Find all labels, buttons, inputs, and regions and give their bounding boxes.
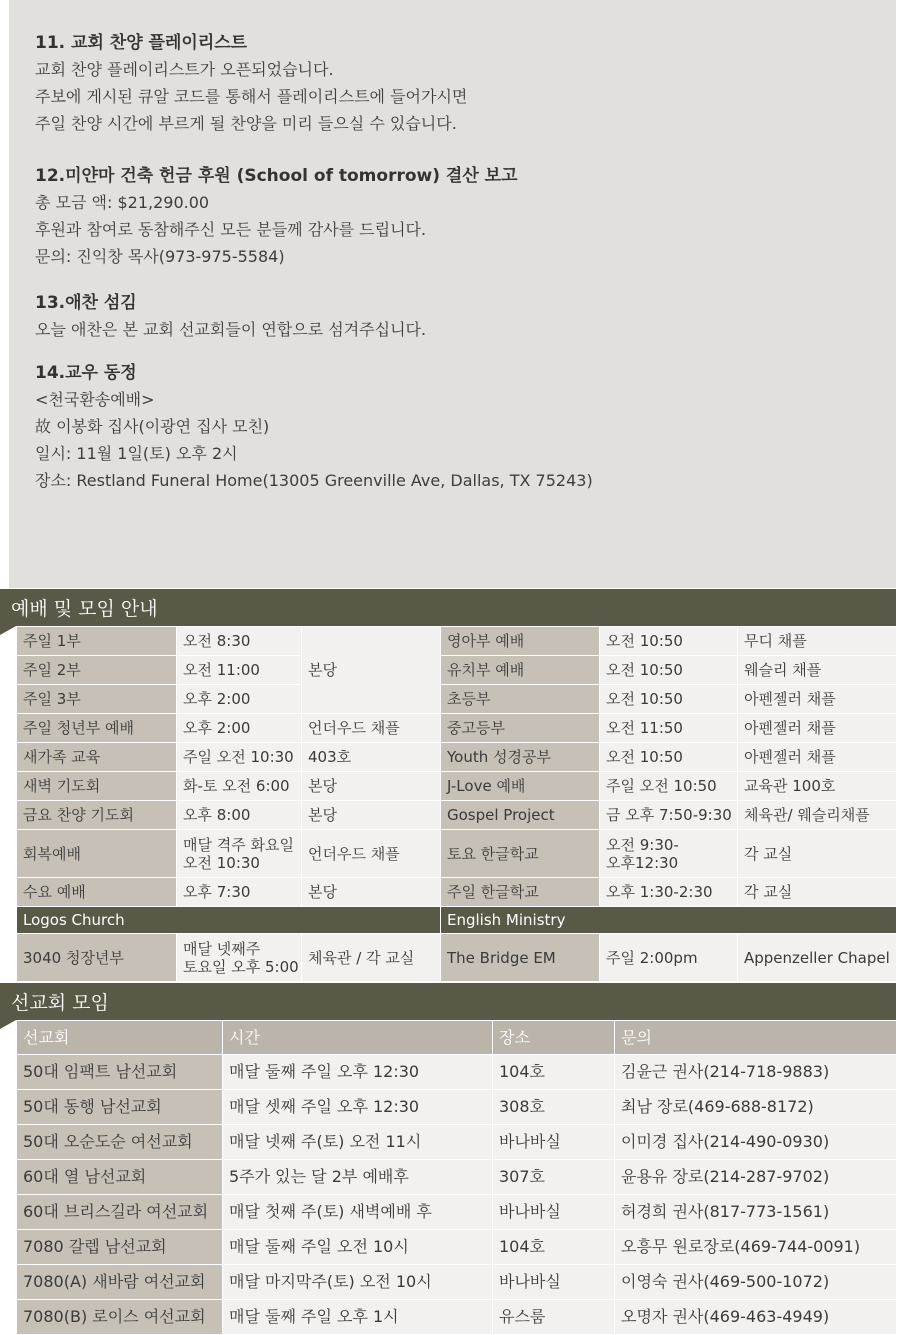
notice-line: 총 모금 액: $21,290.00 bbox=[35, 193, 210, 212]
column-header: 선교회 bbox=[17, 1021, 223, 1055]
table-row bbox=[17, 1055, 897, 1090]
service-time-line: 매달 격주 화요일 bbox=[183, 835, 294, 854]
service-time-line: 오전 9:30- bbox=[606, 835, 679, 854]
service-place: 언더우드 채플 bbox=[302, 714, 441, 743]
column-header: 문의 bbox=[615, 1021, 897, 1055]
mission-name: 50대 임팩트 남선교회 bbox=[17, 1055, 223, 1090]
service-place: 무디 채플 bbox=[738, 627, 897, 656]
service-place: 본당 bbox=[302, 772, 441, 801]
service-name: Gospel Project bbox=[441, 801, 600, 830]
table-row bbox=[17, 801, 897, 830]
service-place: 교육관 100호 bbox=[738, 772, 897, 801]
mission-meetings-table bbox=[16, 1020, 897, 1335]
service-time: 금 오후 7:50-9:30 bbox=[600, 801, 738, 830]
service-place: 각 교실 bbox=[738, 830, 897, 878]
service-time-line: 오후12:30 bbox=[606, 853, 679, 872]
worship-schedule-table bbox=[16, 626, 897, 982]
service-name: The Bridge EM bbox=[441, 934, 600, 982]
table-row bbox=[17, 934, 897, 982]
notice-line: 후원과 참여로 동참해주신 모든 분들께 감사를 드립니다. bbox=[35, 220, 427, 239]
notice-line: 주보에 게시된 큐알 코드를 통해서 플레이리스트에 들어가시면 bbox=[35, 87, 468, 106]
notice-line: <천국환송예배> bbox=[35, 390, 155, 409]
mission-time: 매달 둘째 주일 오전 10시 bbox=[223, 1230, 493, 1265]
mission-place: 유스룸 bbox=[493, 1300, 615, 1335]
table-row bbox=[17, 1230, 897, 1265]
service-time: 주일 오전 10:50 bbox=[600, 772, 738, 801]
notice-line: 문의: 진익창 목사(973-975-5584) bbox=[35, 247, 285, 266]
mission-name: 7080 갈렙 남선교회 bbox=[17, 1230, 223, 1265]
notice-heading: 13.애찬 섬김 bbox=[35, 293, 137, 313]
notice-line: 오늘 애찬은 본 교회 선교회들이 연합으로 섬겨주십니다. bbox=[35, 320, 427, 339]
service-name: Youth 성경공부 bbox=[441, 743, 600, 772]
service-time: 오전 11:00 bbox=[177, 656, 302, 685]
service-place: 본당 bbox=[302, 878, 441, 907]
service-time: 오후 1:30-2:30 bbox=[600, 878, 738, 907]
column-header: 시간 bbox=[223, 1021, 493, 1055]
service-time-line: 오전 10:30 bbox=[183, 853, 260, 872]
table-row bbox=[17, 1265, 897, 1300]
mission-time: 5주가 있는 달 2부 예배후 bbox=[223, 1160, 493, 1195]
mission-time: 매달 둘째 주일 오후 12:30 bbox=[223, 1055, 493, 1090]
service-time: 화-토 오전 6:00 bbox=[177, 772, 302, 801]
service-place: 언더우드 채플 bbox=[302, 830, 441, 878]
service-time: 오전 10:50 bbox=[600, 627, 738, 656]
service-place: 본당 bbox=[302, 627, 441, 714]
service-place: 403호 bbox=[302, 743, 441, 772]
service-name: 수요 예배 bbox=[17, 878, 177, 907]
service-place: 각 교실 bbox=[738, 878, 897, 907]
mission-section-title: 선교회 모임 bbox=[0, 983, 896, 1020]
mission-contact: 오명자 권사(469-463-4949) bbox=[615, 1300, 897, 1335]
notice-line: 교회 찬양 플레이리스트가 오픈되었습니다. bbox=[35, 60, 334, 79]
mission-place: 바나바실 bbox=[493, 1125, 615, 1160]
notice-line: 故 이봉화 집사(이광연 집사 모친) bbox=[35, 417, 270, 436]
mission-time: 매달 둘째 주일 오후 1시 bbox=[223, 1300, 493, 1335]
mission-place: 바나바실 bbox=[493, 1265, 615, 1300]
service-place: 웨슬리 채플 bbox=[738, 656, 897, 685]
mission-contact: 허경희 권사(817-773-1561) bbox=[615, 1195, 897, 1230]
mission-place: 307호 bbox=[493, 1160, 615, 1195]
service-name: J-Love 예배 bbox=[441, 772, 600, 801]
service-place: Appenzeller Chapel bbox=[738, 934, 897, 982]
mission-contact: 김윤근 권사(214-718-9883) bbox=[615, 1055, 897, 1090]
table-row bbox=[17, 830, 897, 878]
table-row bbox=[17, 656, 897, 685]
table-row bbox=[17, 878, 897, 907]
service-place: 아펜젤러 채플 bbox=[738, 743, 897, 772]
mission-name: 7080(B) 로이스 여선교회 bbox=[17, 1300, 223, 1335]
worship-title-tab bbox=[0, 626, 16, 635]
service-place: 체육관 / 각 교실 bbox=[302, 934, 441, 982]
table-row bbox=[17, 714, 897, 743]
mission-time: 매달 넷째 주(토) 오전 11시 bbox=[223, 1125, 493, 1160]
worship-section-title: 예배 및 모임 안내 bbox=[0, 589, 896, 626]
service-name: 주일 1부 bbox=[17, 627, 177, 656]
mission-place: 104호 bbox=[493, 1230, 615, 1265]
mission-name: 7080(A) 새바람 여선교회 bbox=[17, 1265, 223, 1300]
service-name: 주일 2부 bbox=[17, 656, 177, 685]
mission-contact: 이미경 집사(214-490-0930) bbox=[615, 1125, 897, 1160]
service-time: 오후 7:30 bbox=[177, 878, 302, 907]
service-name: 회복예배 bbox=[17, 830, 177, 878]
service-time: 오후 2:00 bbox=[177, 685, 302, 714]
logos-church-label: Logos Church bbox=[17, 907, 441, 934]
mission-contact: 이영숙 권사(469-500-1072) bbox=[615, 1265, 897, 1300]
service-name: 토요 한글학교 bbox=[441, 830, 600, 878]
table-subheader-row bbox=[17, 907, 897, 934]
mission-name: 50대 동행 남선교회 bbox=[17, 1090, 223, 1125]
notice-fellowship-meal bbox=[35, 290, 426, 343]
service-time bbox=[177, 934, 302, 982]
mission-contact: 윤용유 장로(214-287-9702) bbox=[615, 1160, 897, 1195]
service-time: 오전 8:30 bbox=[177, 627, 302, 656]
service-name: 주일 3부 bbox=[17, 685, 177, 714]
service-place: 아펜젤러 채플 bbox=[738, 714, 897, 743]
service-name: 3040 청장년부 bbox=[17, 934, 177, 982]
service-name: 초등부 bbox=[441, 685, 600, 714]
notice-line: 주일 찬양 시간에 부르게 될 찬양을 미리 들으실 수 있습니다. bbox=[35, 114, 457, 133]
table-row bbox=[17, 1195, 897, 1230]
mission-time: 매달 셋째 주일 오후 12:30 bbox=[223, 1090, 493, 1125]
table-row bbox=[17, 685, 897, 714]
mission-contact: 최남 장로(469-688-8172) bbox=[615, 1090, 897, 1125]
column-header: 장소 bbox=[493, 1021, 615, 1055]
service-time: 오후 8:00 bbox=[177, 801, 302, 830]
service-time: 주일 오전 10:30 bbox=[177, 743, 302, 772]
table-row bbox=[17, 1160, 897, 1195]
mission-title-tab bbox=[0, 1020, 16, 1029]
service-name: 새벽 기도회 bbox=[17, 772, 177, 801]
table-row bbox=[17, 743, 897, 772]
notices-panel bbox=[9, 0, 896, 588]
service-name: 영아부 예배 bbox=[441, 627, 600, 656]
service-time: 오전 10:50 bbox=[600, 656, 738, 685]
service-name: 중고등부 bbox=[441, 714, 600, 743]
service-time: 오전 11:50 bbox=[600, 714, 738, 743]
mission-name: 60대 열 남선교회 bbox=[17, 1160, 223, 1195]
mission-time: 매달 첫째 주(토) 새벽예배 후 bbox=[223, 1195, 493, 1230]
table-row bbox=[17, 1300, 897, 1335]
service-name: 주일 한글학교 bbox=[441, 878, 600, 907]
service-time-line: 토요일 오후 5:00 bbox=[183, 957, 299, 976]
notice-member-news bbox=[35, 360, 593, 494]
notice-heading: 14.교우 동정 bbox=[35, 363, 137, 383]
service-time: 오전 10:50 bbox=[600, 685, 738, 714]
notice-playlist bbox=[35, 30, 467, 137]
notice-heading: 11. 교회 찬양 플레이리스트 bbox=[35, 33, 248, 53]
table-row bbox=[17, 627, 897, 656]
notice-line: 일시: 11월 1일(토) 오후 2시 bbox=[35, 444, 238, 463]
mission-place: 바나바실 bbox=[493, 1195, 615, 1230]
service-name: 유치부 예배 bbox=[441, 656, 600, 685]
notice-myanmar bbox=[35, 163, 518, 270]
mission-place: 104호 bbox=[493, 1055, 615, 1090]
notice-line: 장소: Restland Funeral Home(13005 Greenville Ave, Dallas, TX 75243) bbox=[35, 471, 593, 490]
service-time: 오후 2:00 bbox=[177, 714, 302, 743]
service-time bbox=[600, 830, 738, 878]
service-name: 금요 찬양 기도회 bbox=[17, 801, 177, 830]
service-place: 체육관/ 웨슬리채플 bbox=[738, 801, 897, 830]
mission-name: 50대 오순도순 여선교회 bbox=[17, 1125, 223, 1160]
table-row bbox=[17, 772, 897, 801]
english-ministry-label: English Ministry bbox=[441, 907, 897, 934]
notice-heading: 12.미얀마 건축 헌금 후원 (School of tomorrow) 결산 보고 bbox=[35, 166, 518, 186]
table-row bbox=[17, 1090, 897, 1125]
service-time: 주일 2:00pm bbox=[600, 934, 738, 982]
service-place: 본당 bbox=[302, 801, 441, 830]
service-name: 주일 청년부 예배 bbox=[17, 714, 177, 743]
service-name: 새가족 교육 bbox=[17, 743, 177, 772]
service-time-line: 매달 넷째주 bbox=[183, 939, 261, 958]
mission-time: 매달 마지막주(토) 오전 10시 bbox=[223, 1265, 493, 1300]
service-time: 오전 10:50 bbox=[600, 743, 738, 772]
mission-contact: 오흥무 원로장로(469-744-0091) bbox=[615, 1230, 897, 1265]
service-place: 아펜젤러 채플 bbox=[738, 685, 897, 714]
mission-name: 60대 브리스길라 여선교회 bbox=[17, 1195, 223, 1230]
table-row bbox=[17, 1125, 897, 1160]
service-time bbox=[177, 830, 302, 878]
table-header-row bbox=[17, 1021, 897, 1055]
mission-place: 308호 bbox=[493, 1090, 615, 1125]
